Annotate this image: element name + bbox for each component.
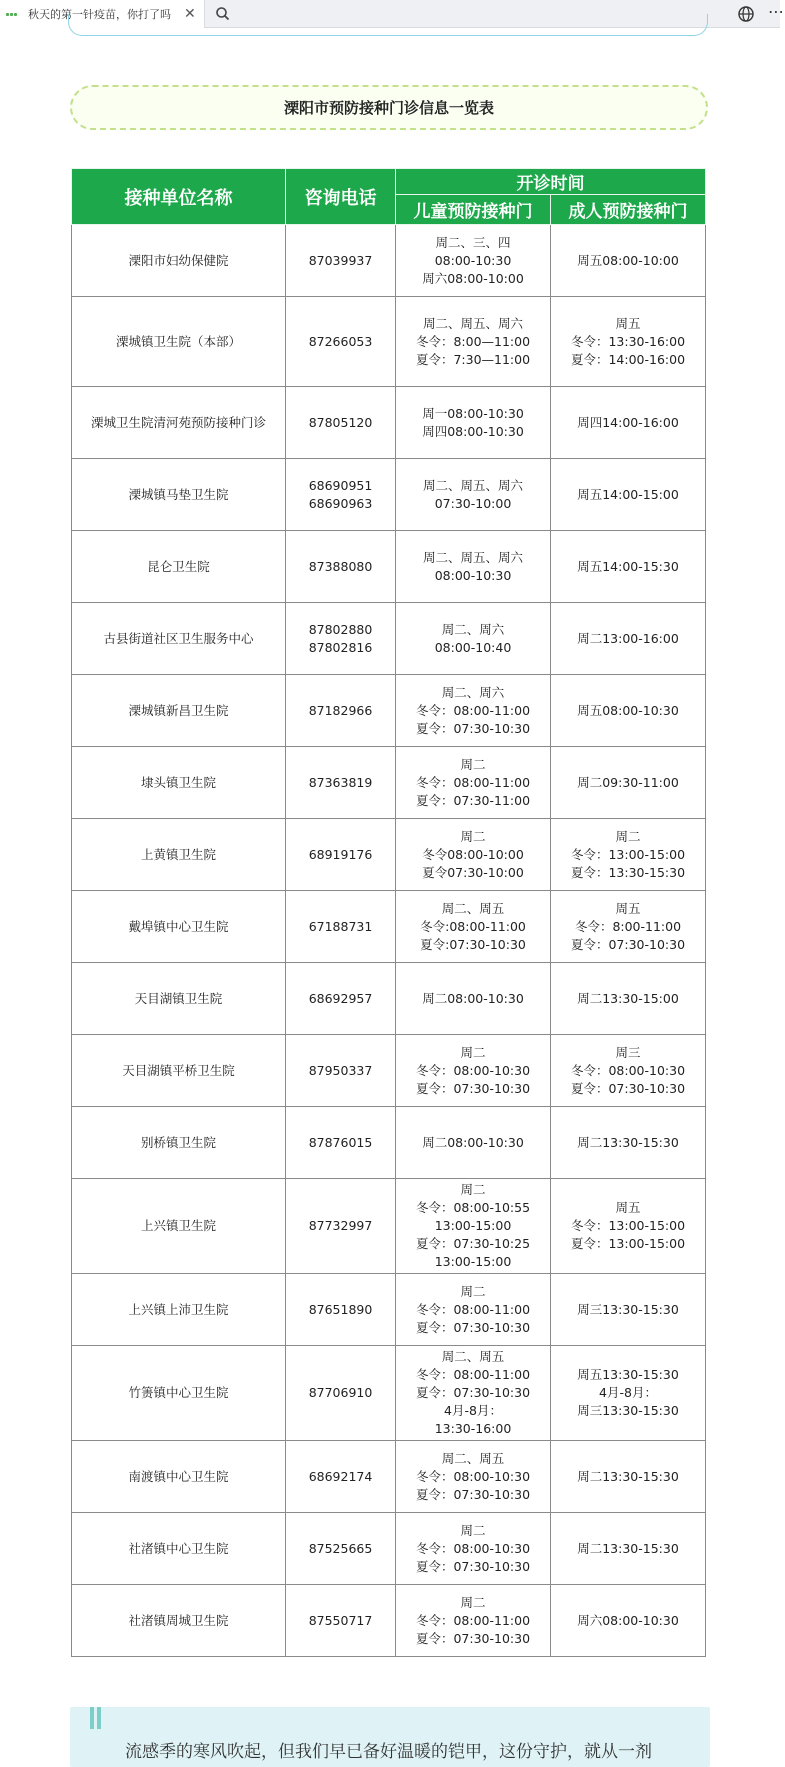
adult-hours-cell bbox=[551, 747, 706, 819]
phone-cell-line: 87706910 bbox=[308, 1385, 373, 1400]
header-unit-name: 接种单位名称 bbox=[72, 169, 286, 225]
adult-hours-cell-line: 周五13:30-15:30 bbox=[577, 1367, 679, 1382]
child-hours-cell-line: 07:30-10:00 bbox=[434, 495, 512, 511]
adult-hours-cell-line: 周二09:30-11:00 bbox=[577, 774, 679, 790]
child-hours-cell-line: 夏令：07:30-10:30 bbox=[415, 1080, 531, 1096]
phone-cell-line: 87266053 bbox=[308, 333, 373, 349]
unit-name-cell: 上兴镇卫生院 bbox=[72, 1179, 286, 1274]
adult-hours-cell-line: 周二13:30-15:30 bbox=[577, 1134, 679, 1150]
phone-cell bbox=[286, 387, 396, 459]
phone-cell-line: 87805120 bbox=[308, 414, 373, 430]
table-row bbox=[72, 963, 706, 1035]
child-hours-cell-line: 冬令：08:00-10:30 bbox=[415, 1468, 531, 1484]
phone-cell bbox=[286, 1441, 396, 1513]
phone-cell bbox=[286, 1585, 396, 1657]
adult-hours-cell-line: 冬令：13:00-15:00 bbox=[570, 846, 686, 862]
child-hours-cell-line: 周二 bbox=[460, 828, 486, 844]
phone-cell bbox=[286, 963, 396, 1035]
clinic-table bbox=[71, 168, 706, 1657]
child-hours-cell bbox=[396, 675, 551, 747]
unit-name-cell: 上黄镇卫生院 bbox=[72, 819, 286, 891]
child-hours-cell-line: 13:30-16:00 bbox=[434, 1421, 512, 1436]
child-hours-cell-line: 冬令：08:00-10:55 bbox=[415, 1200, 531, 1215]
child-hours-cell-line: 夏令：07:30-10:30 bbox=[415, 1385, 531, 1400]
quote-accent-icon bbox=[90, 1707, 102, 1729]
adult-hours-cell-line: 周二13:30-15:30 bbox=[577, 1540, 679, 1556]
unit-name-cell: 竹箦镇中心卫生院 bbox=[72, 1346, 286, 1441]
table-row bbox=[72, 459, 706, 531]
adult-hours-cell-line: 周五14:00-15:30 bbox=[577, 558, 679, 574]
child-hours-cell-line: 周二、周六 bbox=[441, 621, 505, 637]
decorative-frame bbox=[68, 14, 708, 36]
adult-hours-cell bbox=[551, 1107, 706, 1179]
table-row bbox=[72, 1585, 706, 1657]
adult-hours-cell-line: 冬令：8:00-11:00 bbox=[574, 918, 682, 934]
phone-cell-line: 87550717 bbox=[308, 1612, 373, 1628]
child-hours-cell-line: 13:00-15:00 bbox=[434, 1254, 512, 1269]
child-hours-cell-line: 冬令08:00-10:00 bbox=[422, 846, 524, 862]
table-row bbox=[72, 387, 706, 459]
phone-cell-line: 87363819 bbox=[308, 774, 373, 790]
child-hours-cell bbox=[396, 1346, 551, 1441]
adult-hours-cell-line: 周二 bbox=[615, 828, 641, 844]
child-hours-cell-line: 周二、周五 bbox=[441, 900, 505, 916]
child-hours-cell-line: 夏令07:30-10:00 bbox=[422, 864, 524, 880]
globe-icon[interactable] bbox=[737, 5, 755, 23]
adult-hours-cell bbox=[551, 387, 706, 459]
child-hours-cell-line: 周二08:00-10:30 bbox=[422, 990, 524, 1006]
adult-hours-cell-line: 周五 bbox=[615, 1200, 641, 1215]
child-hours-cell-line: 夏令：07:30-11:00 bbox=[415, 792, 531, 808]
child-hours-cell-line: 冬令：08:00-10:30 bbox=[415, 1540, 531, 1556]
child-hours-cell-line: 周二 bbox=[460, 1522, 486, 1538]
child-hours-cell-line: 4月-8月： bbox=[444, 1403, 502, 1418]
child-hours-cell-line: 夏令：07:30-10:25 bbox=[415, 1236, 531, 1251]
phone-cell bbox=[286, 1513, 396, 1585]
child-hours-cell-line: 周二08:00-10:30 bbox=[422, 1134, 524, 1150]
adult-hours-cell bbox=[551, 675, 706, 747]
child-hours-cell bbox=[396, 387, 551, 459]
phone-cell bbox=[286, 531, 396, 603]
unit-name-cell: 社渚镇中心卫生院 bbox=[72, 1513, 286, 1585]
table-row bbox=[72, 297, 706, 387]
child-hours-cell-line: 夏令：07:30-10:30 bbox=[415, 1630, 531, 1646]
child-hours-cell-line: 夏令:07:30-10:30 bbox=[420, 936, 526, 952]
adult-hours-cell-line: 夏令：13:00-15:00 bbox=[570, 1236, 686, 1251]
phone-cell-line: 87388080 bbox=[308, 558, 373, 574]
adult-hours-cell bbox=[551, 1441, 706, 1513]
adult-hours-cell bbox=[551, 459, 706, 531]
child-hours-cell-line: 夏令：07:30-10:30 bbox=[415, 1319, 531, 1335]
child-hours-cell bbox=[396, 225, 551, 297]
table-row bbox=[72, 747, 706, 819]
phone-cell-line: 68692174 bbox=[308, 1468, 373, 1484]
phone-cell-line: 87651890 bbox=[308, 1301, 373, 1317]
adult-hours-cell bbox=[551, 1346, 706, 1441]
table-row bbox=[72, 675, 706, 747]
child-hours-cell bbox=[396, 459, 551, 531]
adult-hours-cell bbox=[551, 963, 706, 1035]
table-row bbox=[72, 1441, 706, 1513]
adult-hours-cell-line: 周三13:30-15:30 bbox=[577, 1301, 679, 1317]
intro-quote-text: 流感季的寒风吹起，但我们早已备好温暖的铠甲，这份守护，就从一剂 bbox=[125, 1742, 652, 1762]
adult-hours-cell bbox=[551, 603, 706, 675]
child-hours-cell bbox=[396, 891, 551, 963]
child-hours-cell bbox=[396, 1035, 551, 1107]
intro-quote-box bbox=[70, 1707, 710, 1767]
child-hours-cell bbox=[396, 1441, 551, 1513]
unit-name-cell: 溧城镇马垫卫生院 bbox=[72, 459, 286, 531]
child-hours-cell-line: 周二、周五 bbox=[441, 1450, 505, 1466]
unit-name-cell: 上兴镇上沛卫生院 bbox=[72, 1274, 286, 1346]
child-hours-cell-line: 冬令：08:00-11:00 bbox=[415, 1301, 531, 1317]
child-hours-cell bbox=[396, 1274, 551, 1346]
child-hours-cell-line: 周二 bbox=[460, 1283, 486, 1299]
unit-name-cell: 社渚镇周城卫生院 bbox=[72, 1585, 286, 1657]
more-options-icon[interactable]: ⋯ bbox=[768, 2, 785, 21]
phone-cell bbox=[286, 891, 396, 963]
phone-cell bbox=[286, 225, 396, 297]
child-hours-cell-line: 08:00-10:30 bbox=[434, 567, 512, 583]
unit-name-cell: 南渡镇中心卫生院 bbox=[72, 1441, 286, 1513]
child-hours-cell-line: 夏令：07:30-10:30 bbox=[415, 720, 531, 736]
adult-hours-cell bbox=[551, 1513, 706, 1585]
unit-name-cell: 溧阳市妇幼保健院 bbox=[72, 225, 286, 297]
child-hours-cell-line: 冬令：08:00-11:00 bbox=[415, 1367, 531, 1382]
tab-close-icon[interactable]: ✕ bbox=[184, 6, 196, 22]
adult-hours-cell-line: 周二13:00-16:00 bbox=[577, 630, 679, 646]
adult-hours-cell bbox=[551, 1035, 706, 1107]
site-favicon-icon bbox=[6, 9, 20, 19]
unit-name-cell: 溧城镇新昌卫生院 bbox=[72, 675, 286, 747]
adult-hours-cell-line: 4月-8月： bbox=[599, 1385, 657, 1400]
adult-hours-cell-line: 周四14:00-16:00 bbox=[577, 414, 679, 430]
adult-hours-cell bbox=[551, 225, 706, 297]
child-hours-cell-line: 冬令：08:00-11:00 bbox=[415, 774, 531, 790]
child-hours-cell-line: 周一08:00-10:30 bbox=[422, 405, 524, 421]
child-hours-cell bbox=[396, 1585, 551, 1657]
table-row bbox=[72, 891, 706, 963]
child-hours-cell-line: 周四08:00-10:30 bbox=[422, 423, 524, 439]
phone-cell-line: 87039937 bbox=[308, 252, 373, 268]
adult-hours-cell bbox=[551, 1274, 706, 1346]
adult-hours-cell-line: 周三 bbox=[615, 1044, 641, 1060]
child-hours-cell-line: 周二 bbox=[460, 756, 486, 772]
phone-cell bbox=[286, 747, 396, 819]
table-row bbox=[72, 1513, 706, 1585]
adult-hours-cell-line: 周三13:30-15:30 bbox=[577, 1403, 679, 1418]
adult-hours-cell-line: 周五14:00-15:00 bbox=[577, 486, 679, 502]
adult-hours-cell-line: 夏令：14:00-16:00 bbox=[570, 351, 686, 367]
phone-cell-line: 68919176 bbox=[308, 846, 373, 862]
adult-hours-cell-line: 冬令：13:30-16:00 bbox=[570, 333, 686, 349]
child-hours-cell-line: 周二、三、四 bbox=[435, 234, 511, 250]
unit-name-cell: 昆仑卫生院 bbox=[72, 531, 286, 603]
phone-cell bbox=[286, 297, 396, 387]
adult-hours-cell bbox=[551, 297, 706, 387]
phone-cell-line: 87950337 bbox=[308, 1062, 373, 1078]
child-hours-cell-line: 周二、周五、周六 bbox=[422, 549, 523, 565]
table-row bbox=[72, 531, 706, 603]
child-hours-cell-line: 周六08:00-10:00 bbox=[422, 270, 524, 286]
adult-hours-cell bbox=[551, 1179, 706, 1274]
child-hours-cell-line: 周二 bbox=[460, 1044, 486, 1060]
unit-name-cell: 天目湖镇卫生院 bbox=[72, 963, 286, 1035]
table-row bbox=[72, 1274, 706, 1346]
unit-name-cell: 溧城镇卫生院（本部） bbox=[72, 297, 286, 387]
child-hours-cell-line: 冬令：08:00-11:00 bbox=[415, 702, 531, 718]
adult-hours-cell-line: 冬令：08:00-10:30 bbox=[570, 1062, 686, 1078]
unit-name-cell: 埭头镇卫生院 bbox=[72, 747, 286, 819]
table-body bbox=[72, 225, 706, 1657]
phone-cell-line: 67188731 bbox=[308, 918, 373, 934]
unit-name-cell: 溧城卫生院清河苑预防接种门诊 bbox=[72, 387, 286, 459]
child-hours-cell-line: 夏令：07:30-10:30 bbox=[415, 1486, 531, 1502]
header-phone: 咨询电话 bbox=[286, 169, 396, 225]
table-row bbox=[72, 1107, 706, 1179]
phone-cell-line: 87525665 bbox=[308, 1540, 373, 1556]
child-hours-cell-line: 夏令：7:30—11:00 bbox=[415, 351, 531, 367]
child-hours-cell bbox=[396, 1513, 551, 1585]
child-hours-cell-line: 周二 bbox=[460, 1594, 486, 1610]
table-title-banner bbox=[70, 85, 708, 130]
child-hours-cell-line: 冬令:08:00-11:00 bbox=[420, 918, 526, 934]
child-hours-cell-line: 冬令：08:00-10:30 bbox=[415, 1062, 531, 1078]
unit-name-cell: 古县街道社区卫生服务中心 bbox=[72, 603, 286, 675]
child-hours-cell bbox=[396, 297, 551, 387]
child-hours-cell-line: 冬令：8:00—11:00 bbox=[415, 333, 531, 349]
child-hours-cell bbox=[396, 819, 551, 891]
page-title: 溧阳市预防接种门诊信息一览表 bbox=[283, 99, 494, 117]
unit-name-cell: 天目湖镇平桥卫生院 bbox=[72, 1035, 286, 1107]
adult-hours-cell-line: 夏令：13:30-15:30 bbox=[570, 864, 686, 880]
phone-cell-line: 87802880 bbox=[308, 621, 373, 637]
child-hours-cell-line: 周二 bbox=[460, 1182, 486, 1197]
adult-hours-cell bbox=[551, 819, 706, 891]
phone-cell bbox=[286, 1274, 396, 1346]
header-adult-clinic: 成人预防接种门 bbox=[551, 195, 706, 225]
adult-hours-cell-line: 夏令：07:30-10:30 bbox=[570, 936, 686, 952]
phone-cell-line: 68692957 bbox=[308, 990, 373, 1006]
phone-cell-line: 87876015 bbox=[308, 1134, 373, 1150]
child-hours-cell-line: 周二、周六 bbox=[441, 684, 505, 700]
header-child-clinic: 儿童预防接种门 bbox=[396, 195, 551, 225]
adult-hours-cell-line: 周五 bbox=[615, 900, 641, 916]
adult-hours-cell-line: 周二13:30-15:30 bbox=[577, 1468, 679, 1484]
table-row bbox=[72, 819, 706, 891]
adult-hours-cell bbox=[551, 531, 706, 603]
adult-hours-cell-line: 周六08:00-10:30 bbox=[577, 1612, 679, 1628]
child-hours-cell bbox=[396, 747, 551, 819]
table-row bbox=[72, 1179, 706, 1274]
child-hours-cell-line: 08:00-10:30 bbox=[434, 252, 512, 268]
adult-hours-cell-line: 周五 bbox=[615, 315, 641, 331]
header-hours: 开诊时间 bbox=[396, 169, 706, 195]
child-hours-cell-line: 08:00-10:40 bbox=[434, 639, 512, 655]
adult-hours-cell-line: 周五08:00-10:30 bbox=[577, 702, 679, 718]
adult-hours-cell-line: 周五08:00-10:00 bbox=[577, 252, 679, 268]
adult-hours-cell bbox=[551, 891, 706, 963]
phone-cell bbox=[286, 603, 396, 675]
phone-cell-line: 87802816 bbox=[308, 639, 373, 655]
child-hours-cell-line: 周二、周五、周六 bbox=[422, 477, 523, 493]
table-row bbox=[72, 1035, 706, 1107]
adult-hours-cell-line: 周二13:30-15:00 bbox=[577, 990, 679, 1006]
phone-cell bbox=[286, 1035, 396, 1107]
unit-name-cell: 戴埠镇中心卫生院 bbox=[72, 891, 286, 963]
phone-cell bbox=[286, 1107, 396, 1179]
child-hours-cell-line: 周二、周五 bbox=[441, 1349, 505, 1364]
phone-cell bbox=[286, 819, 396, 891]
phone-cell-line: 87182966 bbox=[308, 702, 373, 718]
phone-cell bbox=[286, 1346, 396, 1441]
child-hours-cell bbox=[396, 1179, 551, 1274]
child-hours-cell-line: 冬令：08:00-11:00 bbox=[415, 1612, 531, 1628]
child-hours-cell bbox=[396, 1107, 551, 1179]
child-hours-cell-line: 13:00-15:00 bbox=[434, 1218, 512, 1233]
table-row bbox=[72, 225, 706, 297]
phone-cell bbox=[286, 675, 396, 747]
child-hours-cell-line: 夏令：07:30-10:30 bbox=[415, 1558, 531, 1574]
table-row bbox=[72, 1346, 706, 1441]
child-hours-cell bbox=[396, 603, 551, 675]
table-row bbox=[72, 603, 706, 675]
adult-hours-cell-line: 冬令：13:00-15:00 bbox=[570, 1218, 686, 1233]
tab-title: 秋天的第一针疫苗，你打了吗 bbox=[28, 8, 171, 21]
phone-cell bbox=[286, 1179, 396, 1274]
child-hours-cell-line: 周二、周五、周六 bbox=[422, 315, 523, 331]
adult-hours-cell-line: 夏令：07:30-10:30 bbox=[570, 1080, 686, 1096]
child-hours-cell bbox=[396, 963, 551, 1035]
phone-cell-line: 87732997 bbox=[308, 1218, 373, 1233]
adult-hours-cell bbox=[551, 1585, 706, 1657]
phone-cell-line: 68690963 bbox=[308, 495, 373, 511]
phone-cell bbox=[286, 459, 396, 531]
phone-cell-line: 68690951 bbox=[308, 477, 373, 493]
unit-name-cell: 别桥镇卫生院 bbox=[72, 1107, 286, 1179]
child-hours-cell bbox=[396, 531, 551, 603]
